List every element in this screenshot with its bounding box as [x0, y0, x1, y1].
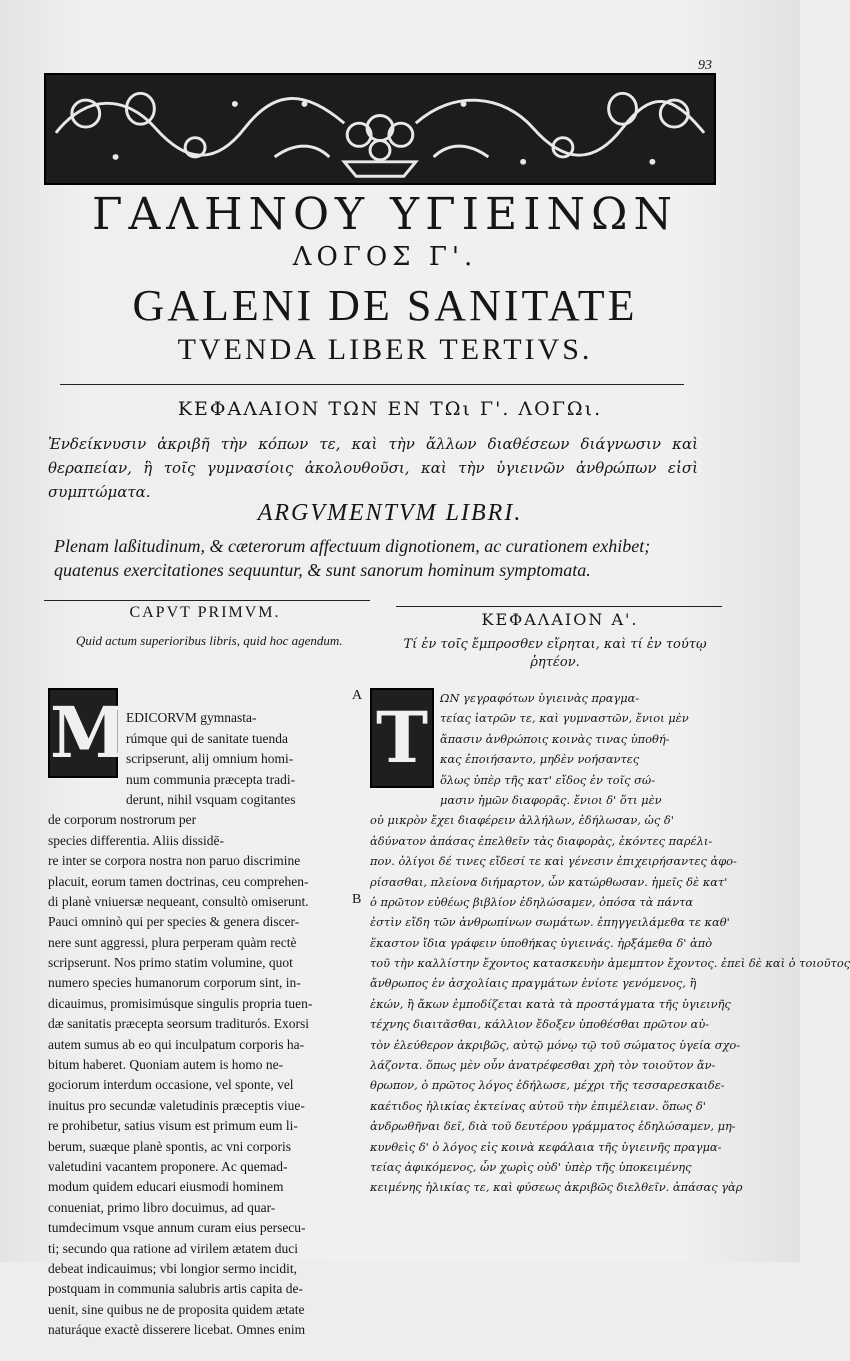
text-line: inuitus pro secundæ valetudinis præceptis viue- [48, 1097, 305, 1113]
text-line: ἄνθρωπος ἐν ἀσχολίαις πραγμάτων ἐνίοτε γενόμενος, ἢ [370, 976, 697, 991]
text-line: conueniat, primo libro docuimus, ad quar- [48, 1199, 276, 1215]
page-number: 93 [698, 58, 712, 73]
ornamental-headpiece-icon [44, 73, 716, 185]
margin-letter-a: A [352, 688, 363, 703]
text-line: berum, suæque planè spontis, ac vni corporis [48, 1138, 291, 1154]
text-line: ἐστὶν εἴδη τῶν ἀνθρωπίνων σωμάτων. ἐπηγγειλάμεθα τε καθ' [370, 915, 730, 930]
text-line: num communia præcepta tradi- [126, 771, 296, 787]
text-line: θρωπον, ὁ πρῶτος λόγος ἐδήλωσε, μέχρι τῆς τεσσαρεσκαιδε- [370, 1078, 725, 1093]
drop-cap-greek: Τ [370, 688, 434, 788]
text-line: rúmque qui de sanitate tuenda [126, 730, 288, 746]
chapter-subtitle-greek: Τί ἐν τοῖς ἔμπροσθεν εἴρηται, καὶ τί ἐν τούτῳ ῥητέον. [403, 637, 707, 670]
text-line: ἕκαστον ἴδια γράφειν ὑποθήκας ὑγιεινάς. ἠρξάμεθα δ' ἀπὸ [370, 935, 713, 950]
text-line: ἑκών, ἢ ἄκων ἐμποδίζεται κατὰ τὰ προστάγματα τῆς ὑγιεινῆς [370, 996, 731, 1011]
left-column-divider [44, 600, 370, 601]
chapter-heading-greek: ΚΕΦΑΛΑΙΟΝ ΤΩΝ ΕΝ ΤΩι Γ'. ΛΟΓΩι. [177, 398, 603, 420]
text-line: derunt, nihil vsquam cogitantes [126, 791, 296, 807]
text-line: τείας ἀφικόμενος, ὧν χωρὶς οὐδ' ὑπὲρ τῆς ὑποκειμένης [370, 1159, 692, 1174]
text-line: scripserunt, alij omnium homi- [126, 751, 294, 767]
book-number-greek: ΛΟΓΟΣ Γ'. [292, 242, 478, 272]
text-line: numero species humanorum corporum sint, in- [48, 975, 301, 991]
text-line: uenit, sine quibus ne de proposita quidem ætate [48, 1301, 305, 1317]
text-line: καέτιδος ἡλικίας ἐκτείνας αὐτοῦ τὴν ἐπιμέλειαν. ὅπως δ' [370, 1098, 706, 1113]
text-line: μασιν ἡμῶν διαφορᾶς. ἔνιοι δ' ὅτι μὲν [440, 792, 662, 807]
text-line: autem sumus ab eo qui inculpatum corporis ha- [48, 1036, 305, 1052]
text-line: naturáque exactè disserere licebat. Omnes enim [48, 1322, 306, 1338]
text-line: gociorum interdum occasione, vel sponte, vel [48, 1077, 294, 1093]
argumentum-text: Plenam laßitudinum, & cæterorum affectuum dignotionem, ac curationem exhibet; quatenus exercitationes sequuntur, & sunt sanorum hominum symptomata. [54, 536, 651, 580]
book-number-latin: TVENDA LIBER TERTIVS. [177, 333, 593, 366]
text-line: πον. ὀλίγοι δέ τινες εἴδεσί τε καὶ γένεσιν ἐπιχειρήσαντες ἀφο- [370, 854, 737, 869]
text-line: placuit, eorum tamen doctrinas, ceu comprehen- [48, 873, 309, 889]
text-line: dicauimus, promisimúsque singulis propria tuen- [48, 995, 313, 1011]
text-line: ὁ πρῶτον εὐθέως βιβλίον ἐδηλώσαμεν, ὁπόσα τὰ πάντα [370, 894, 694, 909]
chapter-title-greek: ΚΕΦΑΛΑΙΟΝ Α'. [481, 610, 639, 629]
text-line: λάζοντα. ὅπως μὲν οὖν ἀνατρέφεσθαι χρὴ τὸν τοιοῦτον ἄν- [370, 1058, 716, 1073]
text-line: ἀδύνατον ἁπάσας ἐπελθεῖν τὰς διαφορὰς, ἑκόντες παρέλι- [370, 833, 713, 848]
text-line: scripserunt. Nos primo statim volumine, quot [48, 955, 293, 971]
text-line: re prohibetur, satius visum est primum eum li- [48, 1118, 298, 1134]
text-line: di planè vniuersæ nequeant, consultò omiserunt. [48, 893, 309, 909]
text-line: οὐ μικρὸν ἔχει διαφέρειν ἀλλήλων, ἐδήλωσαν, ὡς δ' [370, 813, 674, 828]
text-line: κυνθεὶς δ' ὁ λόγος εἰς κοινὰ κεφάλαια τῆς ὑγιεινῆς πραγμα- [370, 1139, 722, 1154]
text-line: Pauci omninò qui per species & genera discer- [48, 914, 300, 930]
text-line: τὸν ἐλεύθερον ἀκριβῶς, αὐτῷ μόνῳ τῷ τοῦ σώματος ὑγεία σχο- [370, 1037, 741, 1052]
text-line: nere sunt aggressi, plura perperam quàm rectè [48, 934, 297, 950]
right-column-divider [396, 606, 722, 607]
text-line: species differentia. Aliis dissidē- [48, 832, 224, 848]
text-line: postquam in communia salubris artis capita de- [48, 1281, 303, 1297]
text-line: τείας ἰατρῶν τε, καὶ γυμναστῶν, ἔνιοι μὲν [440, 711, 689, 726]
chapter-subtitle-latin: Quid actum superioribus libris, quid hoc agendum. [76, 633, 343, 648]
text-line: modum quidem educari eiusmodi hominem [48, 1179, 284, 1195]
text-line: valetudini vacantem proponere. Ac quemad- [48, 1159, 288, 1174]
text-line: ΩΝ γεγραφότων ὑγιεινὰς πραγμα- [440, 691, 640, 705]
text-line: re inter se corpora nostra non paruo discrimine [48, 853, 301, 869]
text-line: κας ἐποιήσαντο, μηδὲν νοήσαντες [440, 752, 640, 767]
text-line: ἅπασιν ἀνθρώποις κοινὰς τινας ὑποθή- [440, 731, 670, 746]
margin-letter-b: B [352, 892, 362, 907]
latin-text-column [48, 688, 344, 1361]
drop-cap-latin: M [48, 688, 118, 778]
text-line: de corporum nostrorum per [48, 812, 197, 828]
text-line: ti; secundo qua ratione ad virilem ætatem duci [48, 1240, 299, 1256]
text-line: τέχνης διαιτᾶσθαι, κάλλιον ἔδοξεν ὑποθέσθαι πρῶτον αὐ- [370, 1017, 710, 1032]
title-greek: ΓΑΛΗΝΟΥ ΥΓΙΕΙΝΩΝ [92, 189, 678, 240]
text-line: κειμένης ἡλικίας τε, καὶ φύσεως ἀκριβῶς διελθεῖν. ἁπάσας γὰρ [370, 1180, 743, 1195]
title-latin: GALENI DE SANITATE [132, 281, 638, 330]
text-line: dæ sanitatis præcepta seorsum traditurós. Exorsi [48, 1016, 309, 1032]
text-line: bitum haberet. Quoniam autem is homo ne- [48, 1057, 284, 1073]
text-line: EDICORVM gymnasta- [126, 710, 257, 726]
text-line: ἀνδρωθῆναι δεῖ, διὰ τοῦ δευτέρου γράμματος ἐδηλώσαμεν, μη- [370, 1119, 736, 1134]
text-line: ρίσασθαι, πλείονα διήμαρτον, ὧν κατώρθωσαν. ἡμεῖς δὲ κατ' [370, 874, 728, 889]
text-line: τοῦ τὴν καλλίστην ἔχοντος κατασκευὴν ἀμεμπτον ἔχοντος. ἐπεὶ δὲ καὶ ὁ τοιοῦτος [370, 956, 850, 971]
title-divider [60, 384, 684, 385]
text-line: tumdecimum vsque annum curam eius persecu- [48, 1220, 306, 1236]
text-line: ὅλως ὑπὲρ τῆς κατ' εἴδος ἐν τοῖς σώ- [440, 772, 656, 787]
chapter-title-latin: CAPVT PRIMVM. [129, 604, 281, 621]
argumentum-title: ARGVMENTVM LIBRI. [257, 500, 523, 526]
text-line: debeat indicauimus; vbi longior sermo incidit, [48, 1260, 297, 1276]
summary-greek: Ἐνδείκνυσιν ἀκριβῆ τὴν κόπων τε, καὶ τὴν ἄλλων διαθέσεων διάγνωσιν καὶ θεραπείαν, ἣ τοῖς γυμνασίοις ἀκολουθοῦσι, καὶ τὴν ὑγιεινῶν ἀνθρώπων εἰσὶ συμπτώματα. [48, 435, 698, 501]
